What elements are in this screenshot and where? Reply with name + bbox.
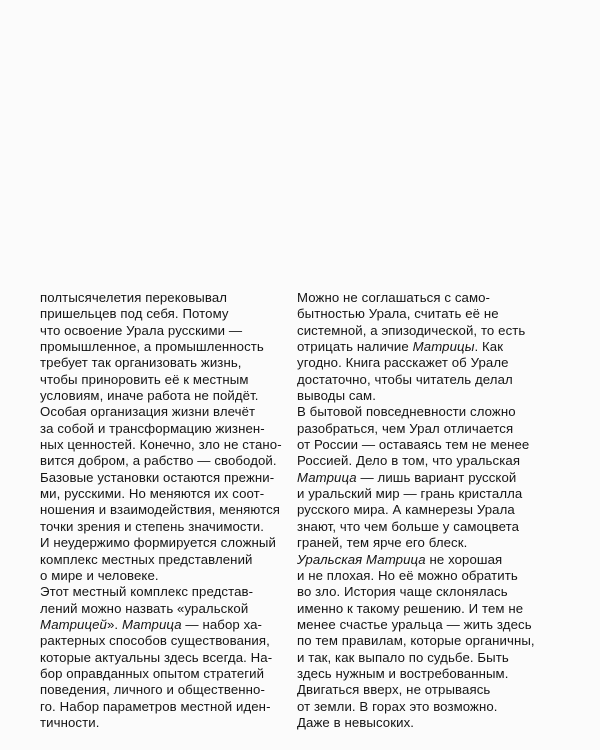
- text-line: полтысячелетия перековывал: [40, 290, 228, 305]
- text-line: здесь нужным и востребованным.: [297, 665, 509, 681]
- text-line: лений можно назвать «уральской: [40, 600, 249, 616]
- text-line: Россией. Дело в том, что уральская: [297, 453, 521, 469]
- text-line: В бытовой повседневности сложно: [297, 404, 516, 420]
- text-line: по тем правилам, которые органичны,: [297, 633, 535, 649]
- text-line: за собой и трансформацию жизнен-: [40, 420, 265, 436]
- text-line: Базовые установки остаются прежни-: [40, 469, 275, 485]
- text-line: менее счастье уральца — жить здесь: [297, 616, 532, 632]
- text-line: Уральская Матрица не хорошая: [297, 551, 503, 567]
- text-line: и не плохая. Но её можно обратить: [297, 567, 518, 583]
- text-line: комплекс местных представлений: [40, 551, 253, 567]
- text-line: и так, как выпало по судьбе. Быть: [297, 649, 509, 665]
- text-line: Особая организация жизни влечёт: [40, 404, 256, 420]
- text-line: от России — оставаясь тем не менее: [297, 437, 530, 453]
- right-text-column: [297, 290, 547, 731]
- text-line: ношения и взаимодействия, меняются: [40, 502, 281, 518]
- text-line: от земли. В горах это возможно.: [297, 698, 498, 714]
- text-line: ми, русскими. Но меняются их соот-: [40, 486, 265, 502]
- text-line: чтобы приноровить её к местным: [40, 371, 249, 387]
- text-line: условиям, иначе работа не пойдёт.: [40, 388, 259, 404]
- text-line: отрицать наличие Матрицы. Как: [297, 339, 504, 355]
- text-line: системной, а эпизодической, то есть: [297, 322, 526, 338]
- text-line: Можно не соглашаться с само-: [297, 290, 491, 305]
- text-line: требует так организовать жизнь,: [40, 355, 242, 371]
- text-line: рактерных способов существования,: [40, 633, 270, 649]
- text-line: которые актуальны здесь всегда. На-: [40, 649, 273, 665]
- text-line: граней, тем ярче его блеск.: [297, 535, 468, 551]
- text-line: бор оправданных опытом стратегий: [40, 665, 265, 681]
- text-line: Матрица — лишь вариант русской: [297, 469, 517, 485]
- text-line: точки зрения и степень значимости.: [40, 518, 264, 534]
- text-line: пришельцев под себя. Потому: [40, 306, 229, 322]
- text-line: Даже в невысоких.: [297, 714, 415, 730]
- text-line: знают, что чем больше у самоцвета: [297, 518, 520, 534]
- text-line: го. Набор параметров местной иден-: [40, 698, 271, 714]
- text-line: во зло. История чаще склонялась: [297, 584, 508, 600]
- text-line: именно к такому решению. И тем не: [297, 600, 524, 616]
- text-line: выводы сам.: [297, 388, 376, 404]
- text-line: промышленное, а промышленность: [40, 339, 264, 355]
- text-line: что освоение Урала русскими —: [40, 322, 243, 338]
- text-line: Двигаться вверх, не отрываясь: [297, 682, 491, 698]
- text-line: И неудержимо формируется сложный: [40, 535, 276, 551]
- text-line: угодно. Книга расскажет об Урале: [297, 355, 509, 371]
- text-line: тичности.: [40, 714, 100, 730]
- text-line: русского мира. А камнерезы Урала: [297, 502, 515, 518]
- text-line: вится добром, а рабство — свободой.: [40, 453, 277, 469]
- text-line: разобраться, чем Урал отличается: [297, 420, 514, 436]
- text-line: ных ценностей. Конечно, зло не стано-: [40, 437, 282, 453]
- left-text-column: [40, 290, 284, 731]
- text-line: Матрицей». Матрица — набор ха-: [40, 616, 263, 632]
- text-line: о мире и человеке.: [40, 567, 159, 583]
- text-line: и уральский мир — грань кристалла: [297, 486, 523, 502]
- text-line: Этот местный комплекс представ-: [40, 584, 254, 600]
- text-line: бытностью Урала, считать её не: [297, 306, 499, 322]
- text-line: достаточно, чтобы читатель делал: [297, 371, 513, 387]
- text-line: поведения, личного и общественно-: [40, 682, 265, 698]
